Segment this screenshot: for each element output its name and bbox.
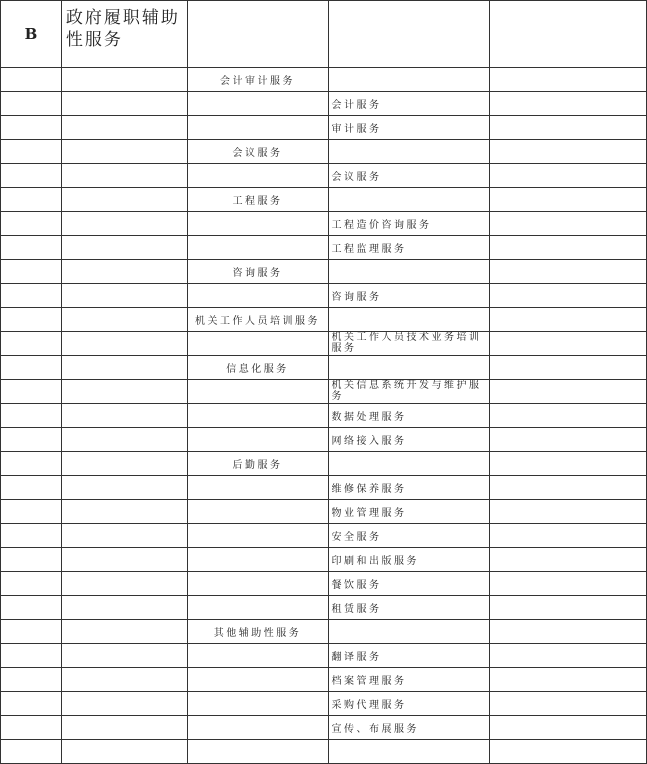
empty-cell: [1, 668, 62, 692]
service-item-cell: 网络接入服务: [328, 428, 490, 452]
service-item-cell: [328, 140, 490, 164]
empty-cell: [61, 116, 187, 140]
empty-cell: [328, 1, 490, 68]
service-item-cell: 采购代理服务: [328, 692, 490, 716]
service-item-cell: 工程监理服务: [328, 236, 490, 260]
table-row: [1, 164, 647, 188]
empty-cell: [490, 164, 647, 188]
empty-cell: [1, 116, 62, 140]
subcategory-cell: [187, 524, 328, 548]
table-row: [1, 548, 647, 572]
empty-cell: [61, 140, 187, 164]
service-item-cell: [328, 260, 490, 284]
service-item-cell: [328, 356, 490, 380]
empty-cell: [61, 308, 187, 332]
subcategory-cell: [187, 644, 328, 668]
header-row: [1, 1, 647, 68]
empty-cell: [61, 380, 187, 404]
empty-cell: [490, 692, 647, 716]
empty-cell: [61, 452, 187, 476]
subcategory-cell: [187, 500, 328, 524]
table-row: [1, 740, 647, 764]
subcategory-cell: [187, 596, 328, 620]
service-item-cell: 咨询服务: [328, 284, 490, 308]
service-item-cell: [328, 188, 490, 212]
service-item-cell: 翻译服务: [328, 644, 490, 668]
empty-cell: [61, 260, 187, 284]
empty-cell: [1, 404, 62, 428]
empty-cell: [1, 284, 62, 308]
subcategory-cell: 咨询服务: [187, 260, 328, 284]
empty-cell: [490, 572, 647, 596]
empty-cell: [490, 356, 647, 380]
table-row: [1, 428, 647, 452]
table-row: [1, 140, 647, 164]
table-row: [1, 68, 647, 92]
subcategory-cell: 会议服务: [187, 140, 328, 164]
empty-cell: [1, 692, 62, 716]
table-row: [1, 596, 647, 620]
empty-cell: [490, 188, 647, 212]
empty-cell: [61, 692, 187, 716]
table-row: [1, 524, 647, 548]
empty-cell: [61, 572, 187, 596]
table-row: [1, 92, 647, 116]
empty-cell: [1, 92, 62, 116]
empty-cell: [490, 260, 647, 284]
table-row: [1, 356, 647, 380]
table-row: [1, 188, 647, 212]
subcategory-cell: [187, 164, 328, 188]
service-item-cell: 审计服务: [328, 116, 490, 140]
service-item-cell: [328, 620, 490, 644]
subcategory-cell: [187, 740, 328, 764]
table-row: [1, 260, 647, 284]
service-item-cell: 档案管理服务: [328, 668, 490, 692]
service-item-cell: [328, 740, 490, 764]
empty-cell: [1, 380, 62, 404]
empty-cell: [61, 620, 187, 644]
empty-cell: [1, 596, 62, 620]
table-row: [1, 668, 647, 692]
empty-cell: [61, 404, 187, 428]
subcategory-cell: [187, 92, 328, 116]
table-row: [1, 716, 647, 740]
empty-cell: [490, 428, 647, 452]
empty-cell: [490, 68, 647, 92]
service-item-cell: 机关工作人员技术业务培训服务: [328, 332, 490, 356]
empty-cell: [1, 428, 62, 452]
empty-cell: [490, 236, 647, 260]
service-item-cell: [328, 308, 490, 332]
empty-cell: [61, 164, 187, 188]
subcategory-cell: [187, 404, 328, 428]
empty-cell: [1, 620, 62, 644]
table-row: [1, 620, 647, 644]
empty-cell: [61, 284, 187, 308]
empty-cell: [1, 308, 62, 332]
empty-cell: [61, 668, 187, 692]
empty-cell: [1, 332, 62, 356]
empty-cell: [1, 524, 62, 548]
empty-cell: [1, 188, 62, 212]
service-item-cell: 宣传、布展服务: [328, 716, 490, 740]
subcategory-cell: [187, 668, 328, 692]
empty-cell: [490, 716, 647, 740]
subcategory-cell: 其他辅助性服务: [187, 620, 328, 644]
table-row: [1, 380, 647, 404]
empty-cell: [61, 500, 187, 524]
empty-cell: [490, 668, 647, 692]
subcategory-cell: [187, 572, 328, 596]
empty-cell: [490, 308, 647, 332]
subcategory-cell: 会计审计服务: [187, 68, 328, 92]
subcategory-cell: [187, 716, 328, 740]
empty-cell: [490, 524, 647, 548]
empty-cell: [1, 716, 62, 740]
subcategory-cell: 工程服务: [187, 188, 328, 212]
empty-cell: [490, 380, 647, 404]
empty-cell: [1, 212, 62, 236]
subcategory-cell: 信息化服务: [187, 356, 328, 380]
empty-cell: [61, 92, 187, 116]
subcategory-cell: [187, 692, 328, 716]
empty-cell: [490, 1, 647, 68]
subcategory-cell: [187, 236, 328, 260]
service-item-cell: 物业管理服务: [328, 500, 490, 524]
service-item-cell: 会计服务: [328, 92, 490, 116]
table-row: [1, 500, 647, 524]
empty-cell: [187, 1, 328, 68]
subcategory-cell: [187, 332, 328, 356]
service-item-cell: 机关信息系统开发与维护服务: [328, 380, 490, 404]
empty-cell: [1, 140, 62, 164]
empty-cell: [61, 548, 187, 572]
empty-cell: [490, 404, 647, 428]
empty-cell: [1, 260, 62, 284]
service-item-cell: [328, 452, 490, 476]
empty-cell: [61, 596, 187, 620]
table-row: [1, 572, 647, 596]
subcategory-cell: [187, 476, 328, 500]
service-item-cell: 印刷和出版服务: [328, 548, 490, 572]
empty-cell: [1, 236, 62, 260]
empty-cell: [61, 356, 187, 380]
empty-cell: [490, 548, 647, 572]
empty-cell: [61, 740, 187, 764]
empty-cell: [490, 332, 647, 356]
empty-cell: [1, 500, 62, 524]
empty-cell: [1, 452, 62, 476]
service-item-cell: 餐饮服务: [328, 572, 490, 596]
empty-cell: [61, 428, 187, 452]
table-row: [1, 476, 647, 500]
empty-cell: [1, 476, 62, 500]
empty-cell: [490, 620, 647, 644]
empty-cell: [1, 572, 62, 596]
empty-cell: [61, 716, 187, 740]
empty-cell: [490, 452, 647, 476]
empty-cell: [61, 476, 187, 500]
empty-cell: [1, 68, 62, 92]
table-row: [1, 692, 647, 716]
subcategory-cell: 机关工作人员培训服务: [187, 308, 328, 332]
subcategory-cell: [187, 284, 328, 308]
empty-cell: [490, 116, 647, 140]
service-item-cell: 维修保养服务: [328, 476, 490, 500]
empty-cell: [1, 740, 62, 764]
empty-cell: [1, 356, 62, 380]
empty-cell: [490, 476, 647, 500]
empty-cell: [490, 212, 647, 236]
empty-cell: [61, 212, 187, 236]
table-row: [1, 236, 647, 260]
subcategory-cell: [187, 116, 328, 140]
empty-cell: [490, 644, 647, 668]
empty-cell: [490, 500, 647, 524]
subcategory-cell: 后勤服务: [187, 452, 328, 476]
empty-cell: [61, 524, 187, 548]
table-row: [1, 332, 647, 356]
table-row: [1, 308, 647, 332]
service-item-cell: 会议服务: [328, 164, 490, 188]
service-item-cell: 数据处理服务: [328, 404, 490, 428]
empty-cell: [490, 92, 647, 116]
table-row: [1, 404, 647, 428]
empty-cell: [490, 284, 647, 308]
subcategory-cell: [187, 548, 328, 572]
table-row: [1, 644, 647, 668]
table-row: [1, 116, 647, 140]
empty-cell: [1, 644, 62, 668]
empty-cell: [61, 236, 187, 260]
subcategory-cell: [187, 428, 328, 452]
subcategory-cell: [187, 212, 328, 236]
table-row: [1, 284, 647, 308]
table-row: [1, 212, 647, 236]
category-code: B: [1, 1, 62, 68]
empty-cell: [1, 164, 62, 188]
service-item-cell: [328, 68, 490, 92]
service-item-cell: 租赁服务: [328, 596, 490, 620]
empty-cell: [490, 740, 647, 764]
empty-cell: [61, 188, 187, 212]
empty-cell: [61, 332, 187, 356]
empty-cell: [61, 644, 187, 668]
category-title: 政府履职辅助性服务: [61, 1, 187, 68]
subcategory-cell: [187, 380, 328, 404]
empty-cell: [490, 596, 647, 620]
service-item-cell: 工程造价咨询服务: [328, 212, 490, 236]
empty-cell: [61, 68, 187, 92]
table-row: [1, 452, 647, 476]
empty-cell: [490, 140, 647, 164]
service-item-cell: 安全服务: [328, 524, 490, 548]
empty-cell: [1, 548, 62, 572]
